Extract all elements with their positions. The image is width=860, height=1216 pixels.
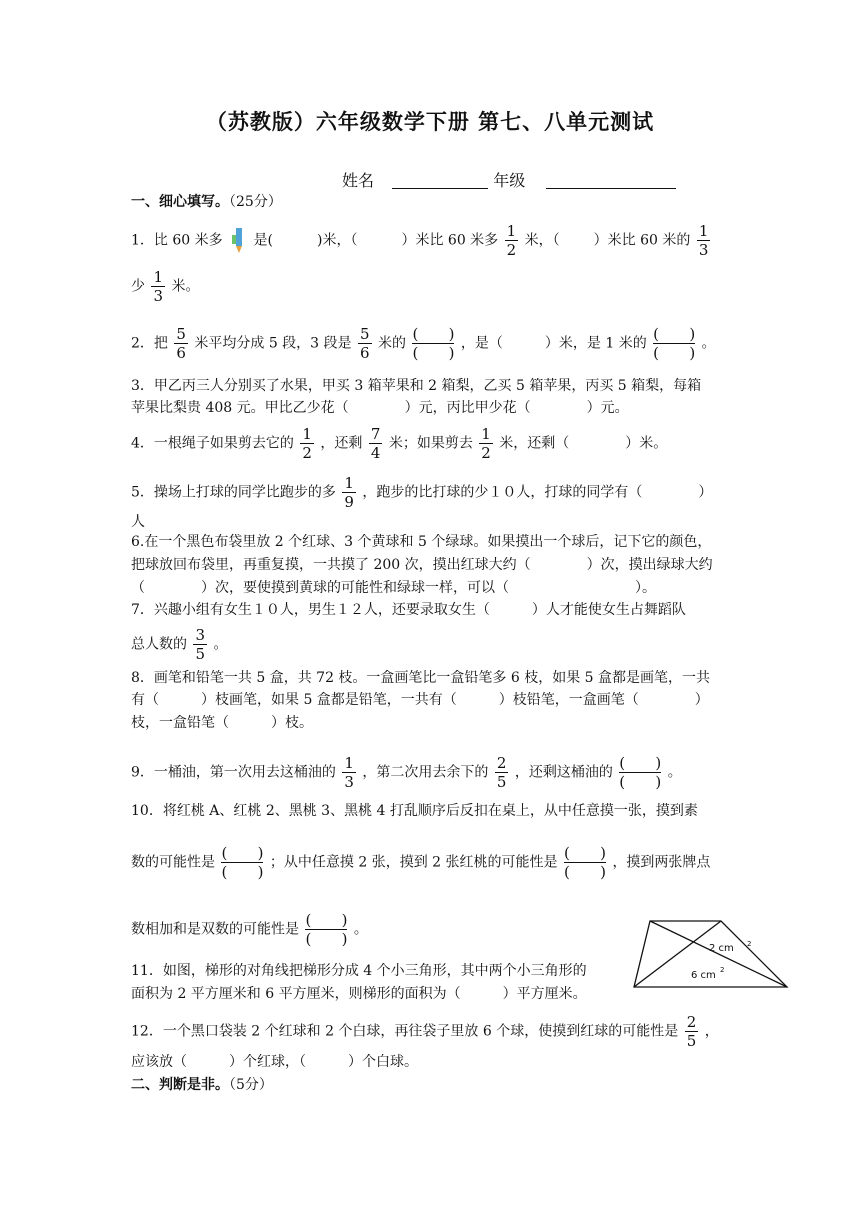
q2-text-e: ）米，是 1 米的 bbox=[544, 335, 647, 352]
fraction-1-2-b: $\frac{1}{2}$ bbox=[481, 425, 491, 462]
question-1-line-2 bbox=[131, 268, 199, 305]
name-blank[interactable] bbox=[392, 172, 488, 189]
section-2-header bbox=[131, 1075, 273, 1095]
q4-text-a: 4．一根绳子如果剪去它的 bbox=[131, 435, 294, 452]
fraction-1-3: $\frac{1}{3}$ bbox=[344, 754, 354, 791]
q1-text-h: 米。 bbox=[171, 278, 200, 295]
question-1-line-1 bbox=[131, 222, 712, 259]
section-1-title: 一、细心填写。 bbox=[131, 194, 229, 210]
q10-text-d: 数相加和是双数的可能性是 bbox=[131, 921, 299, 938]
fraction-5-6-b: $\frac{5}{6}$ bbox=[360, 325, 370, 362]
q10-text-e: 。 bbox=[353, 921, 368, 938]
q12-text-a: 12．一个黑口袋装 2 个红球和 2 个白球，再往袋子里放 6 个球，使摸到红球的可能性是 bbox=[131, 1023, 679, 1040]
answer-fraction-blank[interactable]: ( ) ( ) bbox=[305, 911, 348, 948]
name-grade-line bbox=[342, 168, 676, 191]
question-11-line-2: 面积为 2 平方厘米和 6 平方厘米，则梯形的面积为（ ）平方厘米。 bbox=[131, 986, 587, 1002]
question-6-line-2: 把球放回布袋里，再重复摸，一共摸了 200 次，摸出红球大约（ ）次，摸出绿球大约 bbox=[131, 557, 713, 573]
fraction-5-6: $\frac{5}{6}$ bbox=[176, 325, 186, 362]
q2-text-b: 米平均分成 5 段，3 段是 bbox=[194, 335, 352, 352]
answer-fraction-blank[interactable]: ( ) ( ) bbox=[653, 325, 696, 362]
label-2cm: 2 cm bbox=[709, 943, 734, 954]
q9-text-d: 。 bbox=[667, 764, 682, 781]
grade-blank[interactable] bbox=[546, 172, 676, 189]
label-2cm-sup: 2 bbox=[747, 940, 752, 948]
question-12-line-1 bbox=[131, 1013, 719, 1050]
q4-text-c: 米；如果剪去 bbox=[388, 435, 473, 452]
fraction-7-4: $\frac{7}{4}$ bbox=[370, 425, 381, 462]
fraction-1-3: $\frac{1}{3}$ bbox=[698, 222, 709, 259]
question-8-line-3: 枝，一盒铅笔（ ）枝。 bbox=[131, 715, 313, 731]
fraction-1-9: $\frac{1}{9}$ bbox=[344, 474, 354, 511]
question-11-line-1: 11．如图，梯形的对角线把梯形分成 4 个小三角形，其中两个小三角形的 bbox=[131, 963, 587, 979]
fraction-3-5: $\frac{3}{5}$ bbox=[195, 626, 205, 663]
section-2-title: 二、判断是非。 bbox=[131, 1077, 229, 1093]
section-1-header bbox=[131, 192, 282, 212]
question-10-line-3 bbox=[131, 911, 368, 948]
question-6-line-3: （ ）次，要使摸到黄球的可能性和绿球一样，可以（ ）。 bbox=[131, 580, 656, 596]
q10-text-b: ；从中任意摸 2 张，摸到 2 张红桃的可能性是 bbox=[269, 854, 558, 871]
label-6cm: 6 cm bbox=[691, 970, 716, 981]
question-3-line-1: 3．甲乙丙三人分别买了水果，甲买 3 箱苹果和 2 箱梨，乙买 5 箱苹果，丙买 5 箱梨，每箱 bbox=[131, 378, 702, 394]
q7-text-c: 。 bbox=[213, 636, 228, 653]
q9-text-c: ，还剩这桶油的 bbox=[514, 764, 613, 781]
question-8-line-1: 8．画笔和铅笔一共 5 盒，共 72 枝。一盒画笔比一盒铅笔多 6 枝，如果 5 盒都是画笔，一共 bbox=[131, 670, 711, 686]
q5-text-a: 5．操场上打球的同学比跑步的多 bbox=[131, 484, 336, 501]
page-title: （苏教版）六年级数学下册 第七、八单元测试 bbox=[205, 110, 655, 134]
q2-text-c: 米的 bbox=[378, 335, 406, 352]
fraction-1-3-b: $\frac{1}{3}$ bbox=[153, 268, 163, 305]
q1-text-e: 米，（ bbox=[524, 232, 560, 249]
answer-fraction-blank[interactable]: ( ) ( ) bbox=[412, 325, 455, 362]
q4-text-d: 米，还剩（ ）米。 bbox=[499, 435, 668, 452]
q4-text-b: ，还剩 bbox=[320, 435, 363, 452]
q1-text-b: 是( bbox=[253, 232, 273, 249]
answer-fraction-blank[interactable]: ( ) ( ) bbox=[221, 844, 264, 881]
question-7-line-1: 7．兴趣小组有女生１０人，男生１２人，还要录取女生（ ）人才能使女生占舞蹈队 bbox=[131, 602, 686, 618]
diagonal-1 bbox=[650, 921, 787, 987]
q1-text-d: ）米比 60 米多 bbox=[401, 232, 499, 249]
q2-text-d: ，是（ bbox=[460, 335, 503, 352]
name-label: 姓名 bbox=[342, 171, 375, 190]
q2-text-f: 。 bbox=[701, 335, 716, 352]
question-7-line-2 bbox=[131, 626, 227, 663]
q2-text-a: 2．把 bbox=[131, 335, 168, 352]
question-6-line-1: 6.在一个黑色布袋里放 2 个红球、3 个黄球和 5 个绿球。如果摸出一个球后，记下它的颜色， bbox=[131, 534, 712, 550]
question-9 bbox=[131, 754, 682, 791]
q5-text-b: ，跑步的比打球的少１０人，打球的同学有（ ） bbox=[362, 484, 713, 501]
q10-text-c: ，摸到两张牌点 bbox=[612, 854, 711, 871]
fraction-1-2: $\frac{1}{2}$ bbox=[302, 425, 312, 462]
q1-text-a: 1．比 60 米多 bbox=[131, 232, 223, 249]
question-2 bbox=[131, 325, 716, 362]
q7-text-b: 总人数的 bbox=[131, 636, 187, 653]
question-10-line-2 bbox=[131, 844, 710, 881]
fraction-2-5: $\frac{2}{5}$ bbox=[496, 754, 507, 791]
question-5-line-2: 人 bbox=[131, 514, 145, 530]
pencil-icon bbox=[229, 227, 247, 255]
q1-text-f: ）米比 60 米的 bbox=[593, 232, 691, 249]
q1-text-c: )米，（ bbox=[317, 232, 358, 249]
trapezoid-diagram bbox=[631, 916, 791, 990]
question-5 bbox=[131, 474, 712, 511]
section-2-score: （5分） bbox=[229, 1077, 273, 1093]
question-8-line-2: 有（ ）枝画笔，如果 5 盒都是铅笔，一共有（ ）枝铅笔，一盒画笔（ ） bbox=[131, 692, 709, 708]
q1-text-g: 少 bbox=[131, 278, 145, 295]
question-4 bbox=[131, 425, 667, 462]
q9-text-a: 9．一桶油，第一次用去这桶油的 bbox=[131, 764, 336, 781]
grade-label: 年级 bbox=[493, 171, 526, 190]
q10-text-a: 数的可能性是 bbox=[131, 854, 215, 871]
q12-text-b: ， bbox=[704, 1023, 719, 1040]
question-10-line-1: 10．将红桃 A、红桃 2、黑桃 3、黑桃 4 打乱顺序后反扣在桌上，从中任意摸一张，摸到素 bbox=[131, 803, 698, 819]
section-1-score: （25分） bbox=[229, 194, 282, 210]
question-3-line-2: 苹果比梨贵 408 元。甲比乙少花（ ）元，丙比甲少花（ ）元。 bbox=[131, 400, 629, 416]
fraction-1-2: $\frac{1}{2}$ bbox=[506, 222, 517, 259]
fraction-2-5: $\frac{2}{5}$ bbox=[686, 1013, 697, 1050]
answer-fraction-blank[interactable]: ( ) ( ) bbox=[563, 844, 606, 881]
q9-text-b: ，第二次用去余下的 bbox=[362, 764, 489, 781]
question-12-line-2: 应该放（ ）个红球，（ ）个白球。 bbox=[131, 1054, 418, 1070]
answer-fraction-blank[interactable]: ( ) ( ) bbox=[619, 754, 662, 791]
label-6cm-sup: 2 bbox=[720, 966, 725, 974]
